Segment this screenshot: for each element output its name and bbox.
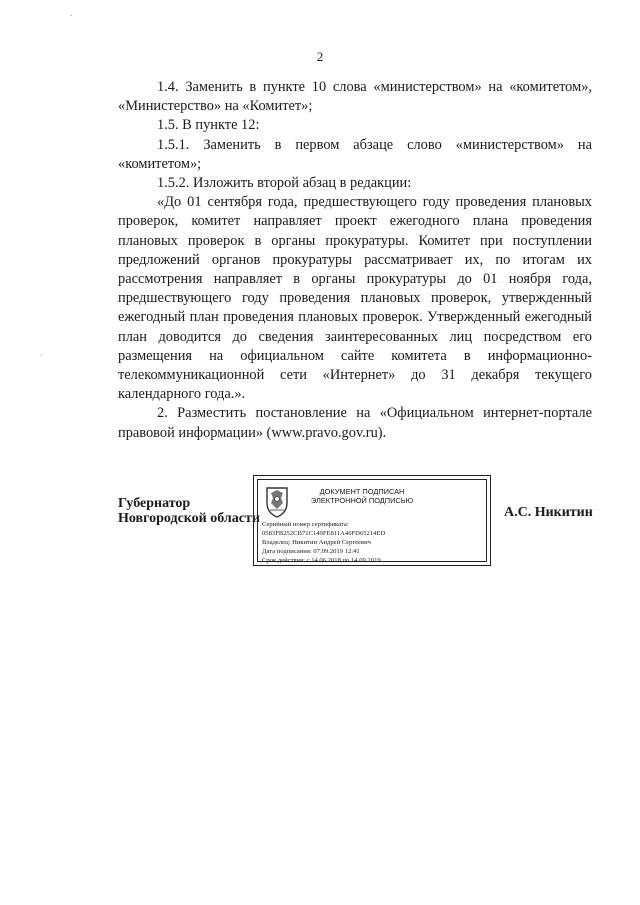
signer-name: А.С. Никитин: [504, 505, 593, 520]
paragraph-2: 2. Разместить постановление на «Официальном интернет-портале правовой информации» (www.pravo.gov.ru).: [118, 405, 592, 441]
scan-artifact-mark: ·: [40, 352, 43, 360]
stamp-heading-line2: ЭЛЕКТРОННОЙ ПОДПИСЬЮ: [310, 496, 414, 505]
stamp-serial-value: 0583FB252CB71C149FE811A46FD65214ED: [262, 530, 386, 537]
stamp-serial-label: Серийный номер сертификата:: [262, 521, 349, 528]
scan-artifact-mark: ·: [70, 12, 73, 20]
stamp-validity: Срок действия: с 14.06.2018 по 14.09.2019: [262, 557, 381, 564]
signer-title: [118, 496, 260, 526]
stamp-heading: [302, 487, 422, 505]
document-body: [118, 78, 592, 443]
stamp-frame: [257, 479, 487, 562]
signer-title-line2: Новгородской области: [118, 511, 260, 526]
signer-title-line1: Губернатор: [118, 496, 191, 511]
paragraph-quote: «До 01 сентября года, предшествующего году проведения плановых проверок, комитет направляет проект ежегодного плана проведения плановых проверок в органы прокуратуры. Комитет при поступлении предложений органов прокуратуры рассматривает их, по итогам их рассмотрения направляет в органы прокуратуры до 01 ноября года, предшествующего году проведения плановых проверок, утвержденный ежегодный план проведения плановых проверок. Утвержденный ежегодный план доводится до сведения заинтересованных лиц посредством его размещения на официальном сайте комитета в информационно-телекоммуникационной сети «Интернет» до 31 декабря текущего календарного года.».: [118, 194, 592, 403]
page-number: 2: [316, 49, 324, 64]
paragraph-1-4: 1.4. Заменить в пункте 10 слова «министерством» на «комитетом», «Министерство» на «Комитет»;: [118, 79, 592, 115]
paragraph-1-5-1: 1.5.1. Заменить в первом абзаце слово «министерством» на «комитетом»;: [118, 136, 592, 172]
paragraph-1-5-2: 1.5.2. Изложить второй абзац в редакции:: [157, 175, 412, 192]
stamp-heading-line1: ДОКУМЕНТ ПОДПИСАН: [319, 487, 405, 496]
stamp-details: [262, 520, 484, 565]
stamp-owner: Владелец: Никитин Андрей Сергеевич: [262, 539, 371, 546]
electronic-signature-stamp: [253, 475, 491, 566]
stamp-signed-date: Дата подписания: 07.09.2019 12:41: [262, 548, 360, 555]
paragraph-1-5: 1.5. В пункте 12:: [157, 117, 260, 134]
coat-of-arms-icon: [264, 485, 290, 519]
